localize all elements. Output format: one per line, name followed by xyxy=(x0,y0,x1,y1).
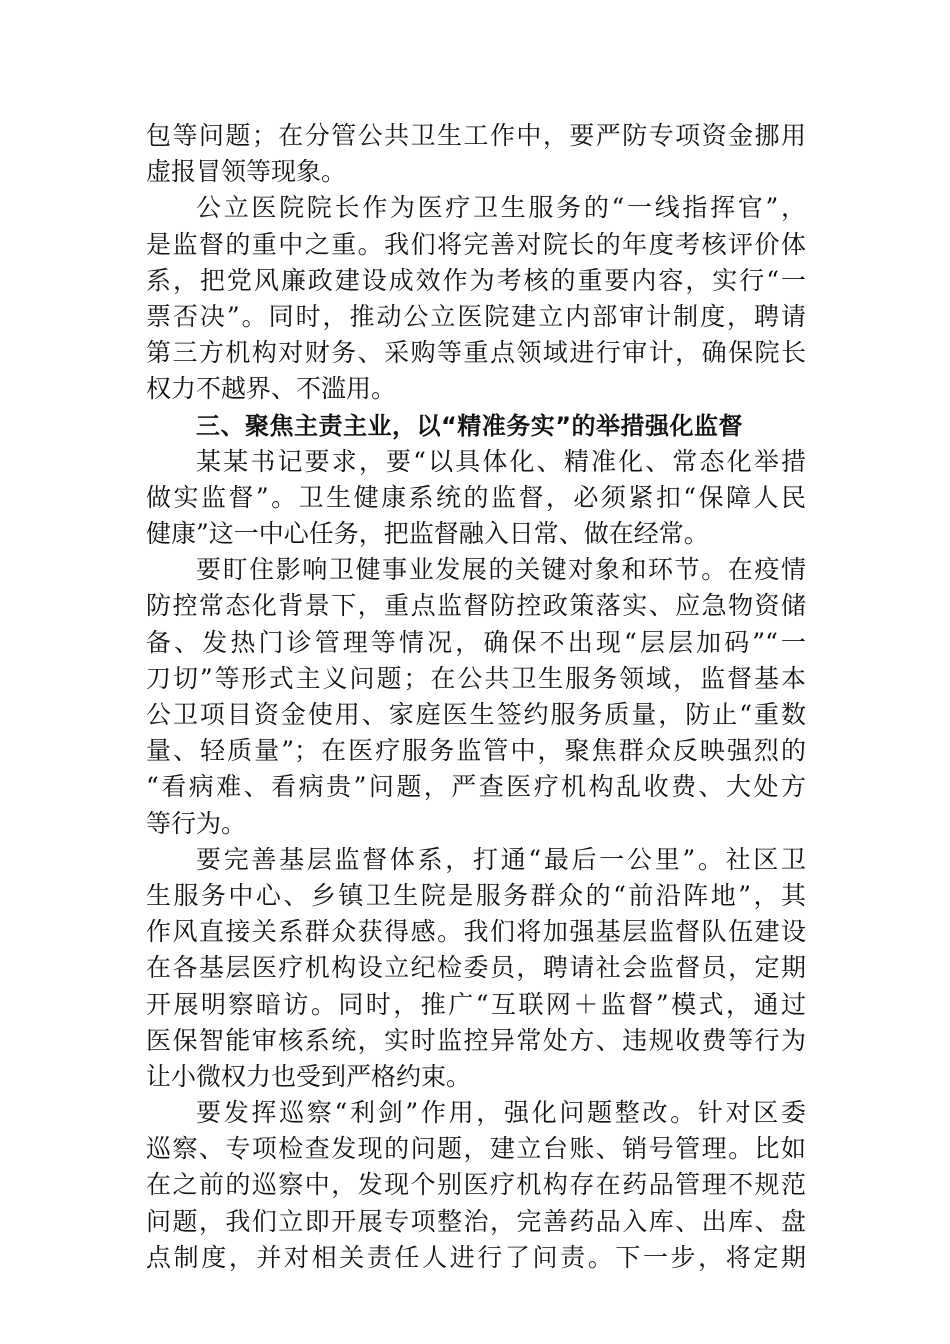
text-line: 开展明察暗访。同时，推广“互联网＋监督”模式，通过 xyxy=(146,989,806,1019)
document-body xyxy=(146,118,806,1276)
text-line: 在之前的巡察中，发现个别医疗机构存在药品管理不规范 xyxy=(146,1170,806,1200)
text-line: 公卫项目资金使用、家庭医生签约服务质量，防止“重数 xyxy=(146,700,806,729)
paragraph-first-line: 要盯住影响卫健事业发展的关键对象和环节。在疫情 xyxy=(196,555,806,585)
text-line: 做实监督”。卫生健康系统的监督，必须紧扣“保障人民 xyxy=(146,482,806,512)
text-line: 让小微权力也受到严格约束。 xyxy=(146,1061,472,1091)
text-line: 等行为。 xyxy=(146,808,247,838)
text-line: 生服务中心、乡镇卫生院是服务群众的“前沿阵地”，其 xyxy=(146,880,806,910)
text-line: 系，把党风廉政建设成效作为考核的重要内容，实行“一 xyxy=(146,265,806,295)
text-line: 巡察、专项检查发现的问题，建立台账、销号管理。比如 xyxy=(146,1134,806,1164)
text-line: 量、轻质量”；在医疗服务监管中，聚焦群众反映强烈的 xyxy=(146,736,806,766)
text-line: 医保智能审核系统，实时监控异常处方、违规收费等行为 xyxy=(146,1025,806,1055)
text-line: 点制度，并对相关责任人进行了问责。下一步，将定期 xyxy=(146,1242,806,1272)
text-line: 在各基层医疗机构设立纪检委员，聘请社会监督员，定期 xyxy=(146,953,806,983)
text-line: 问题，我们立即开展专项整治，完善药品入库、出库、盘 xyxy=(146,1206,806,1236)
text-line: 健康”这一中心任务，把监督融入日常、做在经常。 xyxy=(146,519,709,549)
text-line: 虚报冒领等现象。 xyxy=(146,157,347,187)
text-line: 作风直接关系群众获得感。我们将加强基层监督队伍建设 xyxy=(146,917,806,947)
text-line: 第三方机构对财务、采购等重点领域进行审计，确保院长 xyxy=(146,338,806,368)
section-heading: 三、聚焦主责主业，以“精准务实”的举措强化监督 xyxy=(196,411,744,440)
paragraph-first-line: 公立医院院长作为医疗卫生服务的“一线指挥官”， xyxy=(196,193,806,223)
text-line: 权力不越界、不滥用。 xyxy=(146,374,397,404)
paragraph-first-line: 某某书记要求，要“以具体化、精准化、常态化举措 xyxy=(196,446,806,476)
text-line: “看病难、看病贵”问题，严查医疗机构乱收费、大处方 xyxy=(146,772,806,802)
text-line: 防控常态化背景下，重点监督防控政策落实、应急物资储 xyxy=(146,591,806,621)
text-line: 票否决”。同时，推动公立医院建立内部审计制度，聘请 xyxy=(146,301,806,331)
text-line: 包等问题；在分管公共卫生工作中，要严防专项资金挪用 xyxy=(146,121,806,150)
text-line: 是监督的重中之重。我们将完善对院长的年度考核评价体 xyxy=(146,229,806,259)
text-line: 刀切”等形式主义问题；在公共卫生服务领域，监督基本 xyxy=(146,663,806,693)
paragraph-first-line: 要发挥巡察“利剑”作用，强化问题整改。针对区委 xyxy=(196,1098,806,1128)
paragraph-first-line: 要完善基层监督体系，打通“最后一公里”。社区卫 xyxy=(196,844,806,874)
text-line: 备、发热门诊管理等情况，确保不出现“层层加码”“一 xyxy=(146,627,806,657)
